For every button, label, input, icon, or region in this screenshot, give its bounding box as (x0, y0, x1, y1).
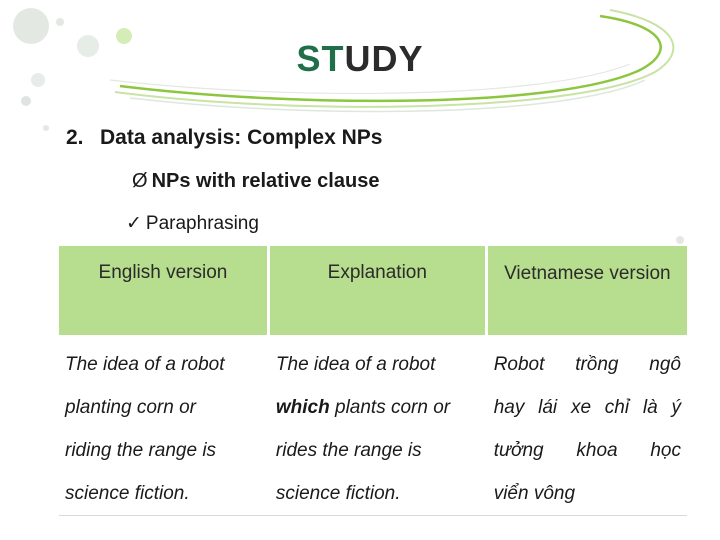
title-main-part: UDY (344, 38, 424, 79)
english-line: planting corn or (65, 397, 196, 418)
decor-circle (56, 18, 64, 26)
bullet-relative-clause (132, 170, 379, 193)
english-line: science fiction. (65, 483, 190, 504)
checkmark-bullet-icon: ✓ (126, 213, 142, 234)
english-line: riding the range is (65, 440, 217, 461)
explanation-line (276, 386, 482, 429)
explanation-line: rides the range is (275, 440, 422, 461)
table-row (59, 335, 687, 516)
explanation-line: science fiction. (275, 483, 401, 504)
explanation-line: The idea of a robot (275, 354, 436, 375)
slide-title (0, 38, 720, 80)
bullet-text: Paraphrasing (145, 213, 259, 234)
title-accent-part: ST (296, 38, 345, 79)
header-explanation: Explanation (270, 246, 488, 335)
english-line: The idea of a robot (65, 354, 225, 375)
decor-circle (43, 125, 49, 131)
explanation-cell (270, 335, 488, 516)
header-english: English version (59, 246, 270, 335)
heading-number: 2. (66, 126, 84, 149)
relative-pronoun: which (275, 397, 330, 418)
vietnamese-line: Robot trồng ngô (493, 354, 681, 375)
comparison-table (59, 246, 687, 516)
english-cell (59, 335, 270, 516)
section-heading (66, 126, 382, 150)
heading-text: Data analysis: Complex NPs (100, 126, 383, 149)
decor-circle (676, 236, 684, 244)
decor-circle (21, 96, 31, 106)
bullet-text: NPs with relative clause (151, 170, 380, 192)
header-vietnamese: Vietnamese version (488, 246, 687, 335)
vietnamese-cell (488, 335, 687, 516)
vietnamese-line: tưởng khoa học (493, 440, 681, 461)
vietnamese-line: hay lái xe chỉ là ý (493, 397, 681, 418)
explanation-line-rest: plants corn or (329, 397, 451, 418)
vietnamese-line: viển vông (493, 483, 576, 504)
bullet-paraphrasing (126, 212, 259, 235)
arrow-bullet-icon: Ø (132, 170, 148, 192)
table-header-row (59, 246, 687, 335)
